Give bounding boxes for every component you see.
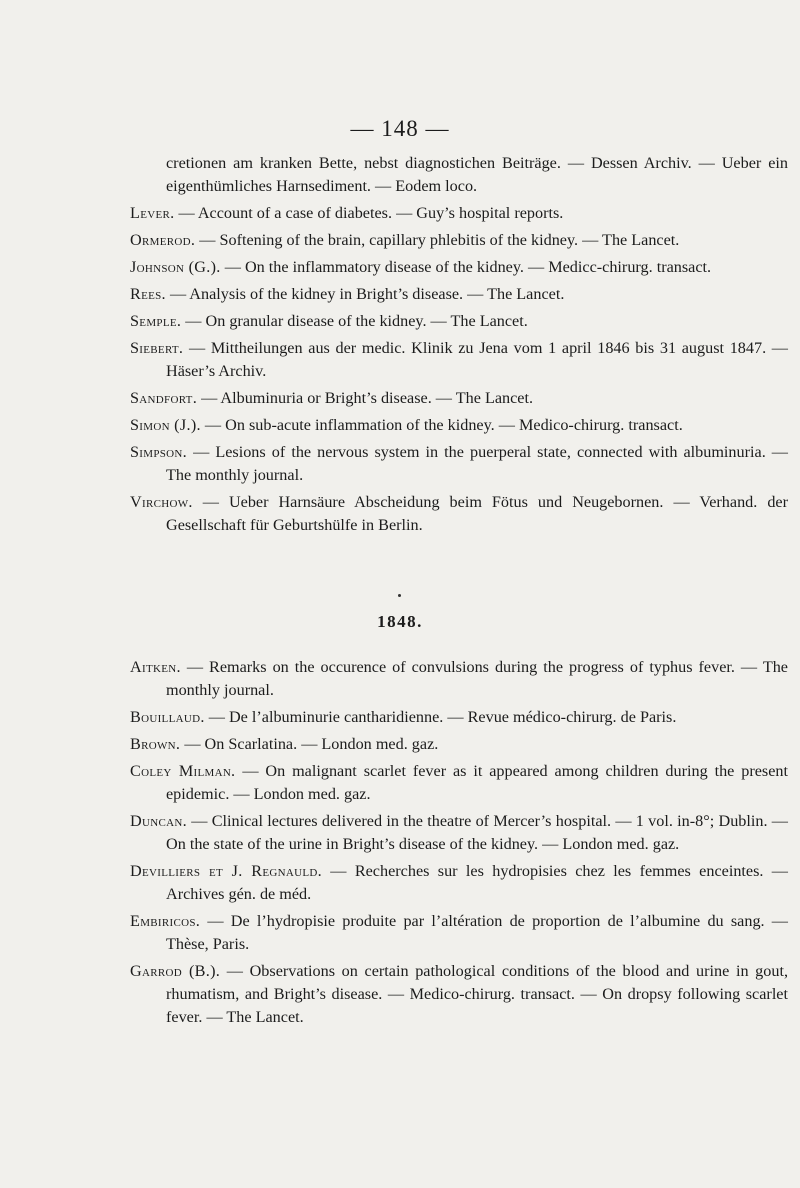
entry-simpson [130,441,788,487]
entry-author: Devilliers et J. Regnauld. [130,862,322,880]
entry-text: — Lesions of the nervous system in the puerperal state, connected with albuminuria. — The monthly journal. [166,443,788,484]
entry-text: — De l’hydropisie produite par l’altération de proportion de l’albumine du sang. — Thèse, Paris. [166,912,788,953]
entry-author: Siebert. [130,339,184,357]
entry-author: Virchow. [130,493,193,511]
bibliography-1847 [0,152,800,541]
entry-author: Duncan. [130,812,187,830]
entry-author: Bouillaud. [130,708,205,726]
entry-lever [130,202,788,225]
continuation-text: cretionen am kranken Bette, nebst diagnostichen Beiträge. — Dessen Archiv. — Ueber ein eigenthümliches Harnsediment. — Eodem loco. [166,154,788,195]
year-heading: 1848. [377,612,423,631]
page-number: — 148 — [350,116,450,141]
entry-garrod [130,960,788,1029]
entry-aitken [130,656,788,702]
entry-siebert [130,337,788,383]
entry-text: — Mittheilungen aus der medic. Klinik zu Jena vom 1 april 1846 bis 31 august 1847. — Häser’s Archiv. [166,339,788,380]
entry-semple [130,310,788,333]
entry-text: — Albuminuria or Bright’s disease. — The Lancet. [197,389,534,407]
entry-author: Simon (J.). [130,416,201,434]
separator-dot [398,594,401,597]
entry-johnson [130,256,788,279]
entry-embiricos [130,910,788,956]
entry-sandfort [130,387,788,410]
entry-text: — Remarks on the occurence of convulsions during the progress of typhus fever. — The monthly journal. [166,658,788,699]
entry-author: Garrod (B.). [130,962,221,980]
entry-text: — On granular disease of the kidney. — The Lancet. [181,312,528,330]
entry-text: — De l’albuminurie cantharidienne. — Revue médico-chirurg. de Paris. [204,708,677,726]
entry-text: — On the inflammatory disease of the kidney. — Medicc-chirurg. transact. [220,258,712,276]
entry-coley-milman [130,760,788,806]
entry-text: — Recherches sur les hydropisies chez les femmes enceintes. — Archives gén. de méd. [166,862,788,903]
entry-author: Ormerod. [130,231,196,249]
entry-duncan [130,810,788,856]
entry-text: — Observations on certain pathological conditions of the blood and urine in gout, rhumatism, and Bright’s disease. — Medico-chirurg. transact. — On dropsy following scarlet fever. — The Lancet. [166,962,789,1026]
entry-author: Brown. [130,735,181,753]
entry-author: Lever. [130,204,175,222]
entry-author: Embiricos. [130,912,201,930]
entry-devilliers [130,860,788,906]
entry-text: — On malignant scarlet fever as it appeared among children during the present epidemic. — London med. gaz. [166,762,788,803]
entry-ormerod [130,229,788,252]
entry-brown [130,733,788,756]
entry-author: Johnson (G.). [130,258,221,276]
entry-author: Sandfort. [130,389,198,407]
entry-author: Rees. [130,285,166,303]
entry-author: Coley Milman. [130,762,236,780]
bibliography-1848 [0,656,800,1033]
entry-rees [130,283,788,306]
entry-text: — Account of a case of diabetes. — Guy’s hospital reports. [174,204,564,222]
entry-text: — Analysis of the kidney in Bright’s disease. — The Lancet. [165,285,565,303]
entry-author: Aitken. [130,658,181,676]
entry-text: — Softening of the brain, capillary phlebitis of the kidney. — The Lancet. [195,231,680,249]
entry-text: — Clinical lectures delivered in the theatre of Mercer’s hospital. — 1 vol. in-8°; Dublin. — On the state of the urine in Bright’s disease of the kidney. — London med. gaz. [166,812,788,853]
entry-text: — On sub-acute inflammation of the kidney. — Medico-chirurg. transact. [200,416,683,434]
entry-author: Semple. [130,312,182,330]
entry-virchow [130,491,788,537]
entry-text: — Ueber Harnsäure Abscheidung beim Fötus und Neugebornen. — Verhand. der Gesellschaft für Geburtshülfe in Berlin. [166,493,788,534]
entry-simon [130,414,788,437]
entry-text: — On Scarlatina. — London med. gaz. [180,735,439,753]
entry-bouillaud [130,706,788,729]
entry-author: Simpson. [130,443,188,461]
